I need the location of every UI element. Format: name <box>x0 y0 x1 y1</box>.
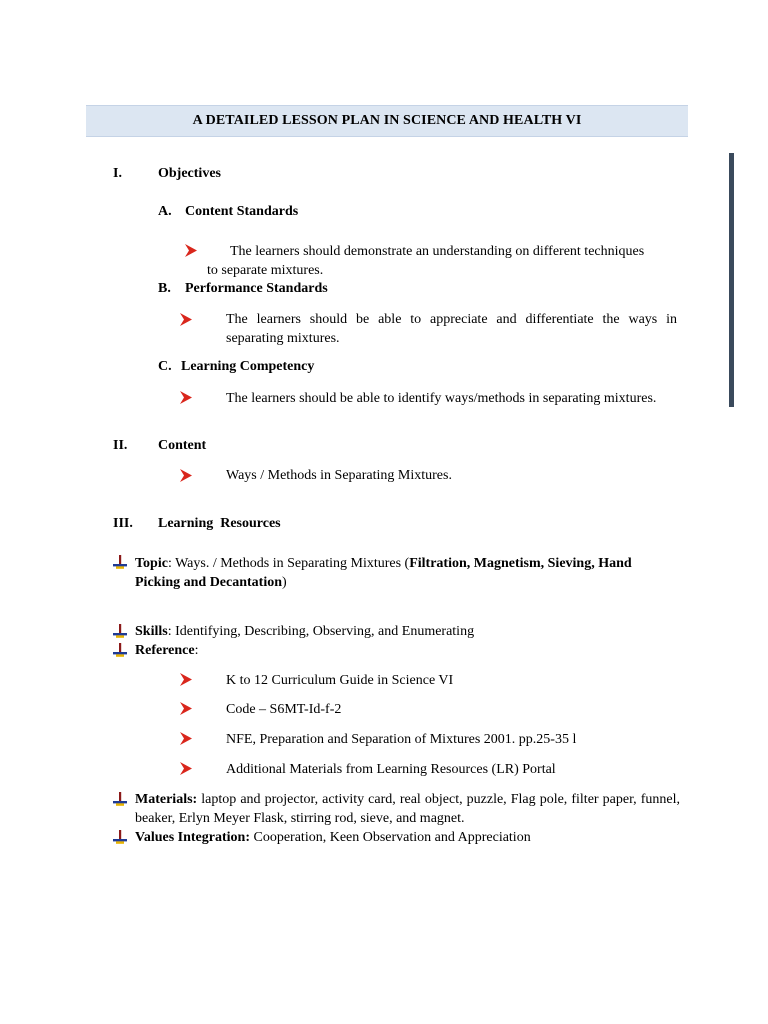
content-text: Ways / Methods in Separating Mixtures. <box>226 468 452 483</box>
performance-standards-text: The learners should be able to appreciate and differentiate the ways in separating mixtures. <box>226 312 677 346</box>
arrow-bullet-icon <box>180 702 192 715</box>
values-text: Cooperation, Keen Observation and Appreciation <box>250 830 531 845</box>
reference-item: Additional Materials from Learning Resources (LR) Portal <box>226 762 556 777</box>
pin-bullet-icon <box>113 643 127 657</box>
values-label: Values Integration: <box>135 830 250 845</box>
subsection-a-heading: Content Standards <box>185 204 299 219</box>
arrow-bullet-icon <box>185 244 197 257</box>
arrow-bullet-icon <box>180 732 192 745</box>
topic-methods: Filtration, Magnetism, Sieving, Hand Picking and Decantation <box>135 556 632 590</box>
arrow-bullet-icon <box>180 762 192 775</box>
materials-label: Materials: <box>135 792 198 807</box>
subsection-b-label: B. <box>158 281 171 296</box>
section-3-numeral: III. <box>113 516 133 531</box>
section-3-heading: Learning Resources <box>158 516 281 531</box>
values-line <box>135 828 531 847</box>
subsection-a-label: A. <box>158 204 172 219</box>
skills-label: Skills <box>135 624 168 639</box>
section-2-heading: Content <box>158 438 207 453</box>
section-1-heading: Objectives <box>158 166 221 181</box>
content-standards-text-line2: to separate mixtures. <box>207 263 324 278</box>
reference-label: Reference <box>135 643 195 658</box>
topic-label: Topic <box>135 556 168 571</box>
section-1-numeral: I. <box>113 166 122 181</box>
reference-line <box>135 641 198 660</box>
pin-bullet-icon <box>113 555 127 569</box>
pin-bullet-icon <box>113 624 127 638</box>
margin-rule <box>729 153 734 407</box>
pin-bullet-icon <box>113 830 127 844</box>
materials-text: laptop and projector, activity card, real object, puzzle, Flag pole, filter paper, funnel, beaker, Erlyn Meyer Flask, stirring rod, sieve, and magnet. <box>135 792 680 826</box>
section-2-numeral: II. <box>113 438 128 453</box>
subsection-c-heading: Learning Competency <box>181 359 315 374</box>
content-standards-text-line1: The learners should demonstrate an understanding on different techniques <box>230 244 645 259</box>
arrow-bullet-icon <box>180 469 192 482</box>
subsection-c-label: C. <box>158 359 172 374</box>
skills-text: : Identifying, Describing, Observing, and Enumerating <box>167 624 475 639</box>
arrow-bullet-icon <box>180 391 192 404</box>
arrow-bullet-icon <box>180 313 192 326</box>
reference-item: Code – S6MT-Id-f-2 <box>226 702 342 717</box>
title-banner <box>86 105 688 137</box>
topic-text: : Ways. / Methods in Separating Mixtures ( <box>167 556 410 571</box>
subsection-b-heading: Performance Standards <box>185 281 328 296</box>
topic-line <box>135 554 680 592</box>
reference-item: NFE, Preparation and Separation of Mixtures 2001. pp.25-35 l <box>226 732 577 747</box>
pin-bullet-icon <box>113 792 127 806</box>
document-title: A DETAILED LESSON PLAN IN SCIENCE AND HEALTH VI <box>192 113 582 128</box>
materials-line <box>135 790 680 828</box>
reference-item: K to 12 Curriculum Guide in Science VI <box>226 673 454 688</box>
topic-close: ) <box>282 575 287 590</box>
arrow-bullet-icon <box>180 673 192 686</box>
learning-competency-text: The learners should be able to identify ways/methods in separating mixtures. <box>226 391 657 406</box>
skills-line <box>135 622 474 641</box>
reference-colon: : <box>194 643 199 658</box>
